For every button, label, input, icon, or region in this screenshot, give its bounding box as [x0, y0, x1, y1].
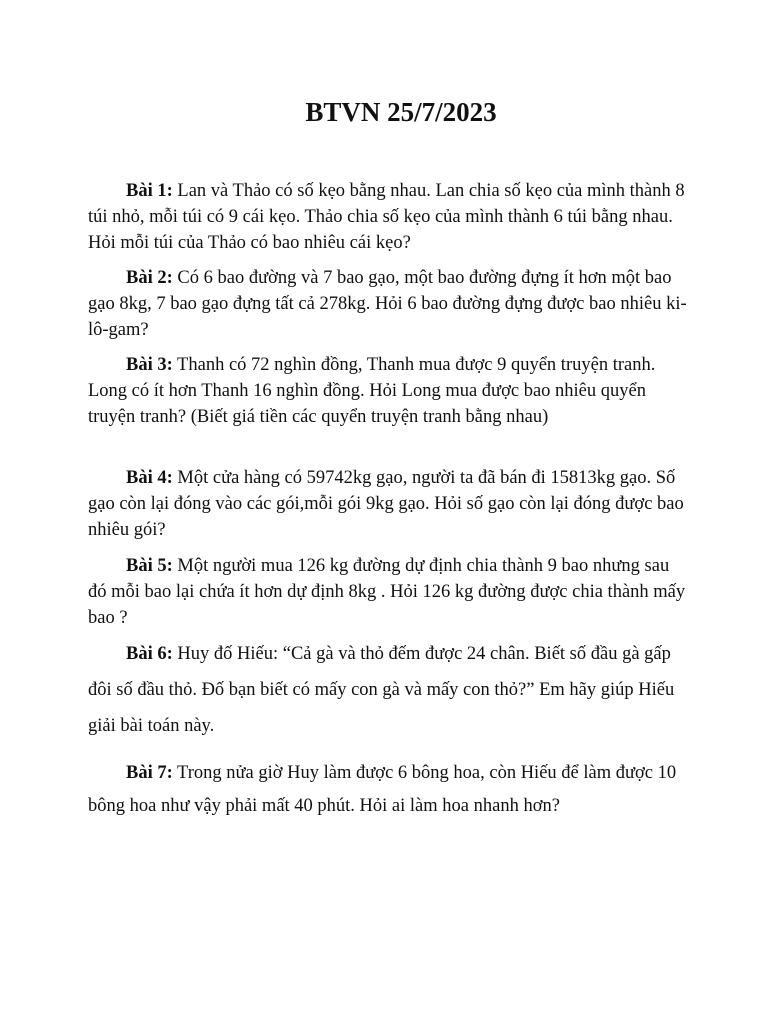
problem-text: Huy đố Hiếu: “Cả gà và thỏ đếm được 24 chân. Biết số đầu gà gấp đôi số đầu thỏ. Đố bạn biết có mấy con gà và mấy con thỏ?” Em hãy giúp Hiếu giải bài toán này.	[88, 644, 675, 736]
problem-label: Bài 1:	[126, 181, 173, 201]
problem-text: Thanh có 72 nghìn đồng, Thanh mua được 9 quyển truyện tranh. Long có ít hơn Thanh 16 nghìn đồng. Hỏi Long mua được bao nhiêu quyển truyện tranh? (Biết giá tiền các quyển truyện tranh bằng nhau)	[88, 355, 656, 427]
problem-label: Bài 3:	[126, 355, 173, 375]
problem-6	[88, 636, 688, 744]
problem-1	[88, 178, 688, 256]
problem-4	[88, 465, 688, 543]
page-title: BTVN 25/7/2023	[305, 97, 497, 127]
problem-label: Bài 4:	[126, 468, 173, 488]
problem-3	[88, 352, 688, 430]
problem-text: Một người mua 126 kg đường dự định chia thành 9 bao nhưng sau đó mỗi bao lại chứa ít hơn dự định 8kg . Hỏi 126 kg đường được chia thành mấy bao ?	[88, 556, 686, 628]
problem-text: Lan và Thảo có số kẹo bằng nhau. Lan chia số kẹo của mình thành 8 túi nhỏ, mỗi túi có 9 cái kẹo. Thảo chia số kẹo của mình thành 6 túi bằng nhau. Hỏi mỗi túi của Thảo có bao nhiêu cái kẹo?	[88, 181, 685, 253]
problem-text: Có 6 bao đường và 7 bao gạo, một bao đường đựng ít hơn một bao gạo 8kg, 7 bao gạo đựng tất cả 278kg. Hỏi 6 bao đường đựng được bao nhiêu ki-lô-gam?	[88, 268, 687, 340]
problem-7	[88, 757, 688, 823]
problem-label: Bài 6:	[126, 644, 173, 664]
problem-5	[88, 553, 688, 631]
problem-2	[88, 265, 688, 343]
problem-label: Bài 5:	[126, 556, 173, 576]
problem-text: Trong nửa giờ Huy làm được 6 bông hoa, còn Hiếu để làm được 10 bông hoa như vậy phải mất 40 phút. Hỏi ai làm hoa nhanh hơn?	[88, 763, 677, 816]
problem-label: Bài 2:	[126, 268, 173, 288]
problem-label: Bài 7:	[126, 763, 173, 783]
problem-text: Một cửa hàng có 59742kg gạo, người ta đã bán đi 15813kg gạo. Số gạo còn lại đóng vào các gói,mỗi gói 9kg gạo. Hỏi số gạo còn lại đóng được bao nhiêu gói?	[88, 468, 684, 540]
